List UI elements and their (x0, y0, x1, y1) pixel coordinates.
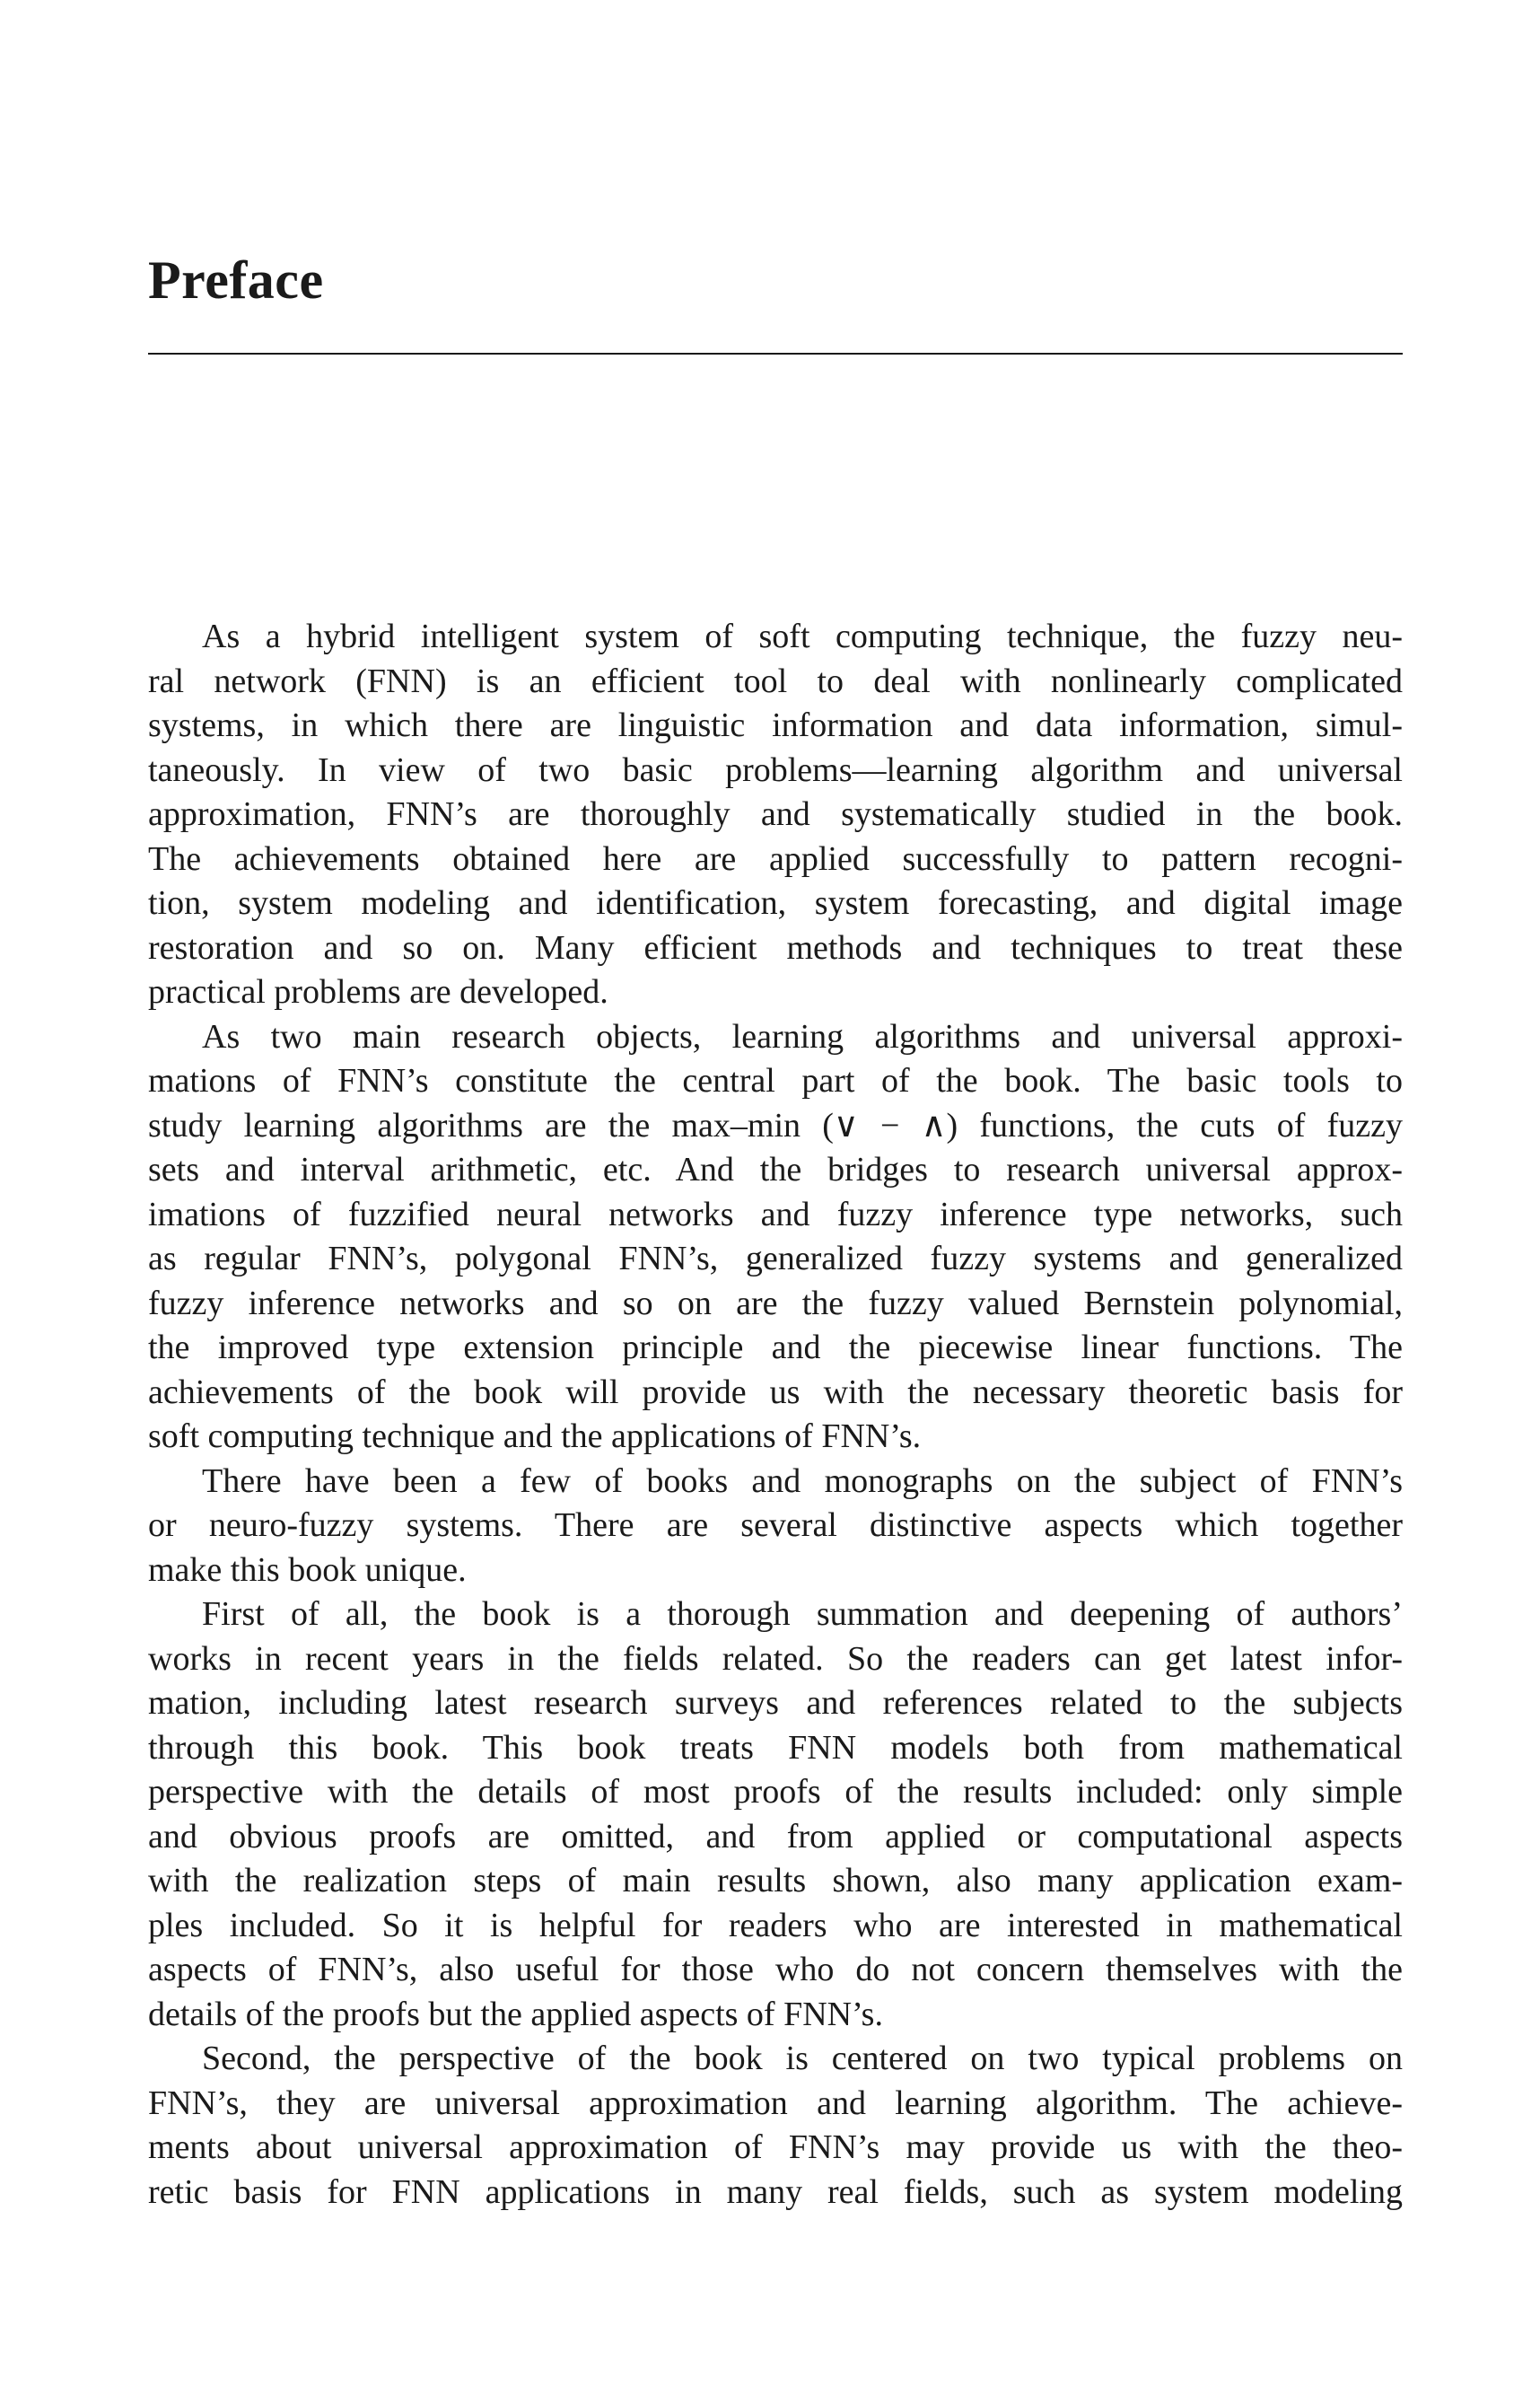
paragraph (148, 615, 1403, 1015)
text-line: There have been a few of books and monographs on the subject of FNN’s (202, 1461, 1403, 1500)
text-line: sets and interval arithmetic, etc. And the bridges to research universal approx- (148, 1151, 1403, 1189)
text-line: As a hybrid intelligent system of soft computing technique, the fuzzy neu- (202, 618, 1403, 655)
text-line: as regular FNN’s, polygonal FNN’s, generalized fuzzy systems and generalized (148, 1240, 1403, 1277)
title-rule (148, 353, 1403, 355)
text-line: tion, system modeling and identification, system forecasting, and digital image (148, 884, 1403, 922)
text-line: perspective with the details of most proofs of the results included: only simple (148, 1773, 1403, 1811)
text-line: the improved type extension principle and the piecewise linear functions. The (148, 1329, 1403, 1366)
text-line: ments about universal approximation of FNN’s may provide us with the theo- (148, 2128, 1403, 2166)
text-line: with the realization steps of main results shown, also many application exam- (148, 1862, 1403, 1899)
text-line: ral network (FNN) is an efficient tool to deal with nonlinearly complicated (148, 662, 1403, 700)
paragraph (148, 1460, 1403, 1593)
text-line: practical problems are developed. (148, 973, 608, 1011)
text-line: study learning algorithms are the max–min (∨ − ∧) functions, the cuts of fuzzy (148, 1106, 1403, 1145)
preface-body (148, 615, 1403, 2215)
text-line: make this book unique. (148, 1550, 467, 1589)
text-line: Second, the perspective of the book is centered on two typical problems on (202, 2040, 1403, 2077)
text-line: ples included. So it is helpful for readers who are interested in mathematical (148, 1906, 1403, 1944)
text-line: As two main research objects, learning algorithms and universal approxi- (202, 1017, 1403, 1056)
text-line: details of the proofs but the applied aspects of FNN’s. (148, 1995, 883, 2033)
text-line: restoration and so on. Many efficient methods and techniques to treat these (148, 928, 1403, 967)
paragraph (148, 1015, 1403, 1460)
text-line: taneously. In view of two basic problems—learning algorithm and universal (148, 750, 1403, 789)
text-line: aspects of FNN’s, also useful for those who do not concern themselves with the (148, 1951, 1403, 1988)
text-line: through this book. This book treats FNN models both from mathematical (148, 1728, 1403, 1767)
text-line: First of all, the book is a thorough summation and deepening of authors’ (202, 1595, 1403, 1633)
text-line: mations of FNN’s constitute the central part of the book. The basic tools to (148, 1062, 1403, 1100)
text-line: imations of fuzzified neural networks and fuzzy inference type networks, such (148, 1195, 1403, 1233)
text-line: The achievements obtained here are applied successfully to pattern recogni- (148, 839, 1403, 878)
text-line: FNN’s, they are universal approximation and learning algorithm. The achieve- (148, 2084, 1403, 2122)
text-line: systems, in which there are linguistic information and data information, simul- (148, 706, 1403, 744)
text-line: approximation, FNN’s are thoroughly and systematically studied in the book. (148, 795, 1403, 833)
paragraph (148, 1592, 1403, 2037)
text-line: fuzzy inference networks and so on are the fuzzy valued Bernstein polynomial, (148, 1284, 1403, 1322)
text-line: mation, including latest research surveys and references related to the subjects (148, 1684, 1403, 1722)
text-line: and obvious proofs are omitted, and from applied or computational aspects (148, 1817, 1403, 1855)
text-line: retic basis for FNN applications in many real fields, such as system modeling (148, 2172, 1403, 2211)
text-line: soft computing technique and the applications of FNN’s. (148, 1417, 922, 1455)
text-line: or neuro-fuzzy systems. There are several distinctive aspects which together (148, 1506, 1403, 1544)
text-line: achievements of the book will provide us with the necessary theoretic basis for (148, 1373, 1403, 1411)
chapter-title: Preface (148, 250, 324, 310)
text-line: works in recent years in the fields related. So the readers can get latest infor- (148, 1639, 1403, 1678)
paragraph (148, 2037, 1403, 2215)
